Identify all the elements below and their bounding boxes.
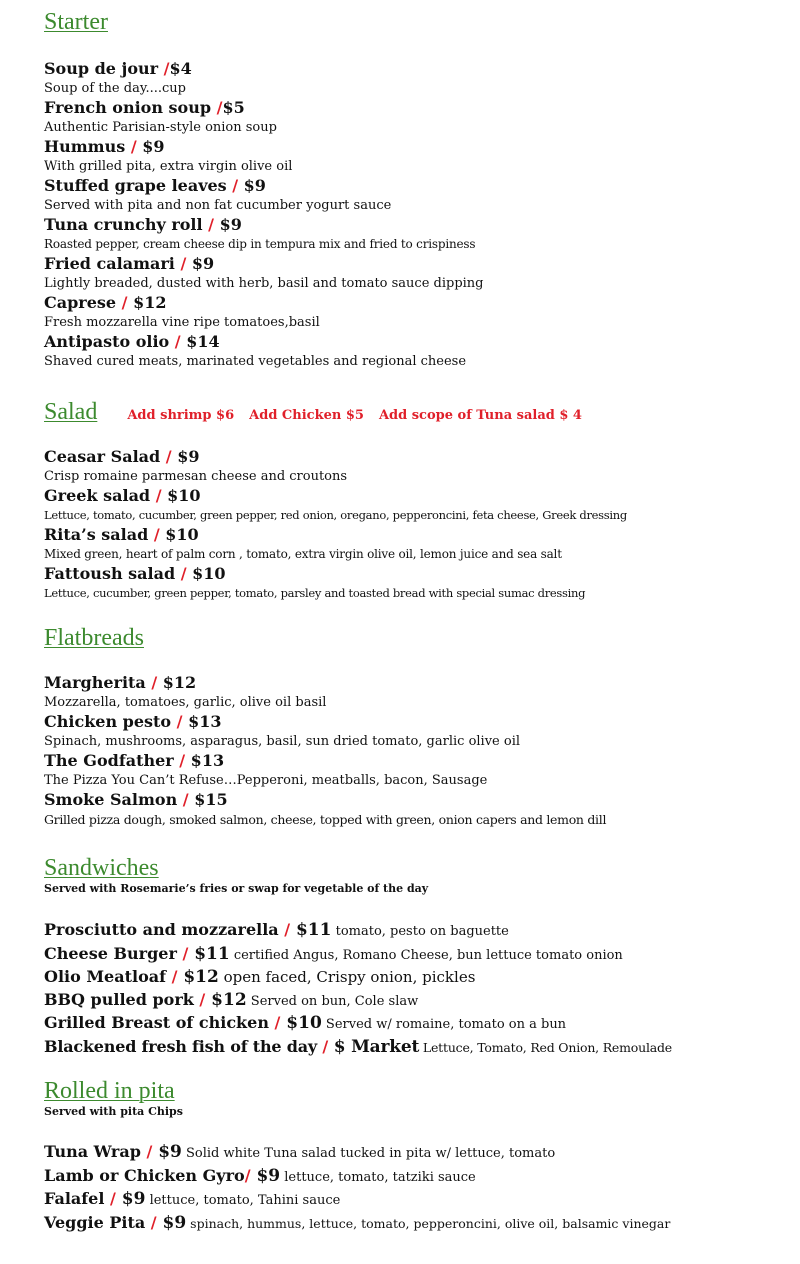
menu-item: Ceasar Salad / $9 Crisp romaine parmesan cheese and croutons xyxy=(44,447,784,486)
menu-item: Tuna crunchy roll / $9 Roasted pepper, cream cheese dip in tempura mix and fried to crispiness xyxy=(44,215,784,254)
menu-item: Soup de jour /$4 Soup of the day....cup xyxy=(44,59,784,98)
item-description: With grilled pita, extra virgin olive oil xyxy=(44,159,293,174)
menu-item: Lamb or Chicken Gyro/ $9 lettuce, tomato, tatziki sauce xyxy=(44,1165,476,1186)
menu-item: Cheese Burger / $11 certified Angus, Romano Cheese, bun lettuce tomato onion xyxy=(44,943,623,964)
item-description: Authentic Parisian-style onion soup xyxy=(44,120,277,135)
item-description: Served with pita and non fat cucumber yogurt sauce xyxy=(44,198,392,213)
flatbreads-section xyxy=(44,625,784,829)
menu-item: Hummus / $9 With grilled pita, extra virgin olive oil xyxy=(44,137,784,176)
item-description: Lightly breaded, dusted with herb, basil and tomato sauce dipping xyxy=(44,276,484,291)
addon-chicken: Add Chicken $5 xyxy=(249,408,364,423)
pita-section xyxy=(44,1078,784,1234)
menu-item: Margherita / $12 Mozzarella, tomatoes, garlic, olive oil basil xyxy=(44,673,784,712)
item-description: Lettuce, tomato, cucumber, green pepper, red onion, oregano, pepperoncini, feta cheese, Greek dressing xyxy=(44,508,627,522)
flatbreads-heading: Flatbreads xyxy=(44,625,144,651)
item-description: Crisp romaine parmesan cheese and croutons xyxy=(44,469,348,484)
menu-item: Smoke Salmon / $15 Grilled pizza dough, smoked salmon, cheese, topped with green, onion capers and lemon dill xyxy=(44,790,784,829)
sandwiches-heading: Sandwiches xyxy=(44,855,159,881)
menu-item: Prosciutto and mozzarella / $11 tomato, pesto on baguette xyxy=(44,920,509,940)
addon-tuna: Add scope of Tuna salad $ 4 xyxy=(378,408,582,423)
item-description: Fresh mozzarella vine ripe tomatoes,basil xyxy=(44,315,320,330)
item-description: Mixed green, heart of palm corn , tomato, extra virgin olive oil, lemon juice and sea salt xyxy=(44,547,562,561)
menu-item: Olio Meatloaf / $12 open faced, Crispy onion, pickles xyxy=(44,967,476,987)
menu-item: French onion soup /$5 Authentic Parisian-style onion soup xyxy=(44,98,784,137)
menu-item: Chicken pesto / $13 Spinach, mushrooms, asparagus, basil, sun dried tomato, garlic olive oil xyxy=(44,712,784,751)
salad-section xyxy=(44,399,784,603)
item-description: Shaved cured meats, marinated vegetables and regional cheese xyxy=(44,354,467,369)
menu-item: Falafel / $9 lettuce, tomato, Tahini sauce xyxy=(44,1189,341,1209)
menu-item: BBQ pulled pork / $12 Served on bun, Cole slaw xyxy=(44,989,419,1010)
pita-heading: Rolled in pita xyxy=(44,1078,175,1104)
salad-heading: Salad xyxy=(44,399,98,425)
menu-item: The Godfather / $13 The Pizza You Can’t Refuse…Pepperoni, meatballs, bacon, Sausage xyxy=(44,751,784,790)
starter-section xyxy=(44,9,784,371)
menu-item: Grilled Breast of chicken / $10 Served w/ romaine, tomato on a bun xyxy=(44,1013,567,1033)
sandwiches-subnote: Served with Rosemarie’s fries or swap for vegetable of the day xyxy=(44,882,429,895)
item-description: The Pizza You Can’t Refuse…Pepperoni, meatballs, bacon, Sausage xyxy=(44,773,488,788)
item-description: Roasted pepper, cream cheese dip in tempura mix and fried to crispiness xyxy=(44,237,476,251)
menu-item: Stuffed grape leaves / $9 Served with pita and non fat cucumber yogurt sauce xyxy=(44,176,784,215)
salad-addons xyxy=(127,408,597,423)
item-description: Mozzarella, tomatoes, garlic, olive oil basil xyxy=(44,695,327,710)
menu-item: Veggie Pita / $9 spinach, hummus, lettuce, tomato, pepperoncini, olive oil, balsamic vinegar xyxy=(44,1212,671,1233)
sandwiches-section xyxy=(44,855,784,1058)
item-description: Lettuce, cucumber, green pepper, tomato, parsley and toasted bread with special sumac dressing xyxy=(44,586,586,600)
menu-item: Rita’s salad / $10 Mixed green, heart of palm corn , tomato, extra virgin olive oil, lemon juice and sea salt xyxy=(44,525,784,564)
menu-item: Tuna Wrap / $9 Solid white Tuna salad tucked in pita w/ lettuce, tomato xyxy=(44,1142,556,1162)
menu-item: Caprese / $12 Fresh mozzarella vine ripe tomatoes,basil xyxy=(44,293,784,332)
item-description: Spinach, mushrooms, asparagus, basil, sun dried tomato, garlic olive oil xyxy=(44,734,521,749)
menu-item: Fried calamari / $9 Lightly breaded, dusted with herb, basil and tomato sauce dipping xyxy=(44,254,784,293)
addon-shrimp: Add shrimp $6 xyxy=(127,408,235,423)
menu-item: Fattoush salad / $10 Lettuce, cucumber, green pepper, tomato, parsley and toasted bread with special sumac dressing xyxy=(44,564,784,603)
pita-subnote: Served with pita Chips xyxy=(44,1105,183,1118)
starter-heading: Starter xyxy=(44,9,108,35)
item-description: Grilled pizza dough, smoked salmon, cheese, topped with green, onion capers and lemon dill xyxy=(44,812,607,827)
menu-item: Greek salad / $10 Lettuce, tomato, cucumber, green pepper, red onion, oregano, pepperoncini, feta cheese, Greek dressing xyxy=(44,486,784,525)
menu-item: Antipasto olio / $14 Shaved cured meats, marinated vegetables and regional cheese xyxy=(44,332,784,371)
menu-item: Blackened fresh fish of the day / $ Market Lettuce, Tomato, Red Onion, Remoulade xyxy=(44,1036,673,1057)
item-description: Soup of the day....cup xyxy=(44,81,186,96)
